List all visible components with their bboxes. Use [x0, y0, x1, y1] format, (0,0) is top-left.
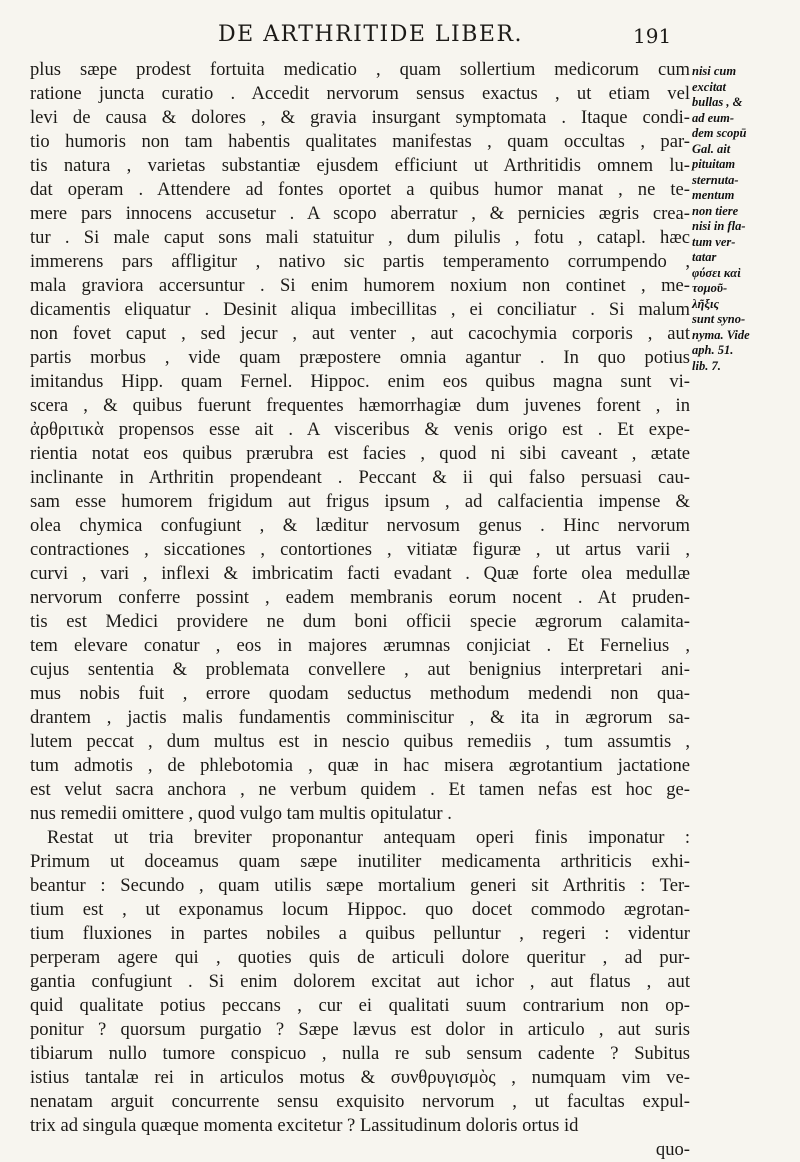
marginal-note-line: non tiere: [692, 203, 739, 218]
marginal-note: [692, 64, 798, 374]
marginal-note-line: lib. 7.: [692, 358, 721, 373]
text-line: sam esse humorem frigidum aut frigus ipsum , ad calfacientia impense &: [30, 491, 690, 512]
text-line: dicamentis eliquatur . Desinit aliqua imbecillitas , ei conciliatur . Si malum: [30, 299, 690, 320]
text-line: est velut sacra anchora , ne verbum quidem . Et tamen nefas est hoc ge-: [30, 779, 690, 800]
text-line: non fovet caput , sed jecur , aut venter , aut cacochymia corporis , aut: [30, 323, 690, 344]
marginal-note-line: nisi in fla-: [692, 219, 746, 233]
text-line: mus nobis fuit , errore quodam seductus methodum medendi non qua-: [30, 683, 690, 704]
text-line: tis est Medici providere ne dum boni officii specie ægrorum calamita-: [30, 611, 690, 632]
text-line: tum admotis , de phlebotomia , quæ in hac misera ægrotantium jactatione: [30, 755, 690, 776]
text-line: Restat ut tria breviter proponantur antequam operi finis imponatur :: [47, 827, 690, 848]
marginal-note-line: tatar: [692, 250, 717, 264]
marginal-note-line: tum ver-: [692, 234, 736, 249]
marginal-note-line: sunt syno-: [692, 312, 746, 326]
text-line: ponitur ? quorsum purgatio ? Sæpe lævus est dolor in articulo , aut suris: [30, 1019, 690, 1040]
marginal-note-line: sternuta-: [692, 172, 739, 187]
text-line: imitandus Hipp. quam Fernel. Hippoc. enim eos quibus magna sunt vi-: [30, 371, 690, 392]
marginal-note-line: dem scopū: [692, 126, 747, 140]
text-line: dat operam . Attendere ad fontes oportet a quibus humor manat , ne te-: [30, 179, 690, 200]
text-line: olea chymica confugiunt , & læditur nervosum genus . Hinc nervorum: [30, 515, 690, 536]
text-line: Primum ut doceamus quam sæpe inutiliter medicamenta arthriticis exhi-: [30, 851, 690, 872]
marginal-note-line: λῆξις: [692, 296, 720, 311]
text-line: mere pars innocens accusetur . A scopo aberratur , & pernicies ægris crea-: [30, 203, 690, 224]
text-line: tur . Si male caput sons mali statuitur , dum pilulis , fotu , catapl. hæc: [30, 227, 690, 248]
text-line: inclinante in Arthritin propendeant . Peccant & ii qui falso persuasi cau-: [30, 467, 690, 488]
text-line: levi de causa & dolores , & gravia insurgant symptomata . Itaque condi-: [30, 107, 690, 128]
main-text-block: [30, 58, 690, 1162]
text-line: rientia notat eos quibus prærubra est facies , quod ni sibi caveant , ætate: [30, 443, 690, 464]
text-line: mala graviora accersuntur . Si enim humorem noxium non continet , me-: [30, 275, 690, 296]
marginal-note-line: mentum: [692, 188, 735, 202]
marginal-note-line: nyma. Vide: [692, 327, 750, 342]
text-line: tio humoris non tam habentis qualitates manifestas , quam occultas , par-: [30, 131, 690, 152]
text-line: contractiones , siccationes , contortiones , vitiatæ figuræ , ut artus varii ,: [30, 539, 690, 560]
text-line: scera , & quibus fuerunt frequentes hæmorrhagiæ dum juvenes forent , in: [30, 395, 690, 416]
text-line: gantia confugiunt . Si enim dolorem excitat aut ichor , aut flatus , aut: [30, 971, 690, 992]
text-line: beantur : Secundo , quam utilis sæpe mortalium generi sit Arthritis : Ter-: [30, 875, 690, 896]
text-line: tibiarum nullo tumore conspicuo , nulla re sub sensum cadente ? Subitus: [30, 1043, 690, 1064]
text-line: tium fluxiones in partes nobiles a quibus pelluntur , regeri : videntur: [30, 923, 690, 944]
text-line: ratione juncta curatio . Accedit nervorum sensus exactus , ut etiam vel: [30, 83, 690, 104]
text-line: trix ad singula quæque momenta excitetur ? Lassitudinum doloris ortus id: [30, 1115, 579, 1136]
text-line: nenatam arguit concurrente sensu exquisito nervorum , ut facultas expul-: [30, 1091, 690, 1112]
marginal-note-line: bullas , &: [692, 95, 743, 109]
text-line: lutem peccat , dum multus est in nescio quibus remediis , tum assumtis ,: [30, 731, 690, 752]
text-line: nus remedii omittere , quod vulgo tam multis opitulatur .: [30, 803, 452, 824]
text-line: drantem , jactis malis fundamentis comminiscitur , & ita in ægrorum sa-: [30, 707, 690, 728]
marginal-note-line: ad eum-: [692, 110, 735, 125]
page-header: [30, 20, 680, 50]
text-line: curvi , vari , inflexi & imbricatim facti evadant . Quæ forte olea medullæ: [30, 563, 690, 584]
marginal-note-line: nisi cum: [692, 64, 737, 78]
text-line: plus sæpe prodest fortuita medicatio , quam sollertium medicorum cum: [30, 59, 690, 80]
text-line: partis morbus , vide quam præpostere omnia agantur . In quo potius: [30, 347, 690, 368]
text-line: quid qualitate potius peccans , cur ei qualitati suum contrarium non op-: [30, 995, 690, 1016]
marginal-note-line: aph. 51.: [692, 343, 734, 357]
text-line: tis natura , varietas substantiæ ejusdem efficiunt ut Arthritidis omnem lu-: [30, 155, 690, 176]
text-line: tium est , ut exponamus locum Hippoc. quo docet commodo ægrotan-: [30, 899, 690, 920]
marginal-note-line: Gal. ait: [692, 141, 731, 156]
marginal-note-line: pituitam: [692, 157, 736, 171]
text-line: ἀρθριτικὰ propensos esse ait . A visceribus & venis origo est . Et expe-: [30, 419, 690, 440]
text-line: cujus sententia & problemata convellere , aut benignius interpretari ani-: [30, 659, 690, 680]
page-number: 191: [633, 24, 672, 48]
text-line: istius tantalæ rei in articulos motus & συνθρυγισμὸς , numquam vim ve-: [30, 1067, 690, 1088]
text-line: tem elevare conatur , eos in majores ærumnas conjiciat . Et Fernelius ,: [30, 635, 690, 656]
marginal-note-line: φύσει καὶ: [692, 265, 741, 280]
marginal-note-line: τομοῦ-: [692, 281, 728, 295]
catchword: quo-: [655, 1139, 690, 1160]
text-line: nervorum conferre possint , eadem membranis eorum nocent . At pruden-: [30, 587, 690, 608]
text-line: immerens pars affligitur , nativo sic partis temperamento corrumpendo ,: [30, 251, 690, 272]
marginal-note-line: excitat: [692, 79, 727, 94]
text-line: perperam agere qui , quoties quis de articuli dolore queritur , ad pur-: [30, 947, 690, 968]
running-title: DE ARTHRITIDE LIBER.: [218, 22, 524, 47]
